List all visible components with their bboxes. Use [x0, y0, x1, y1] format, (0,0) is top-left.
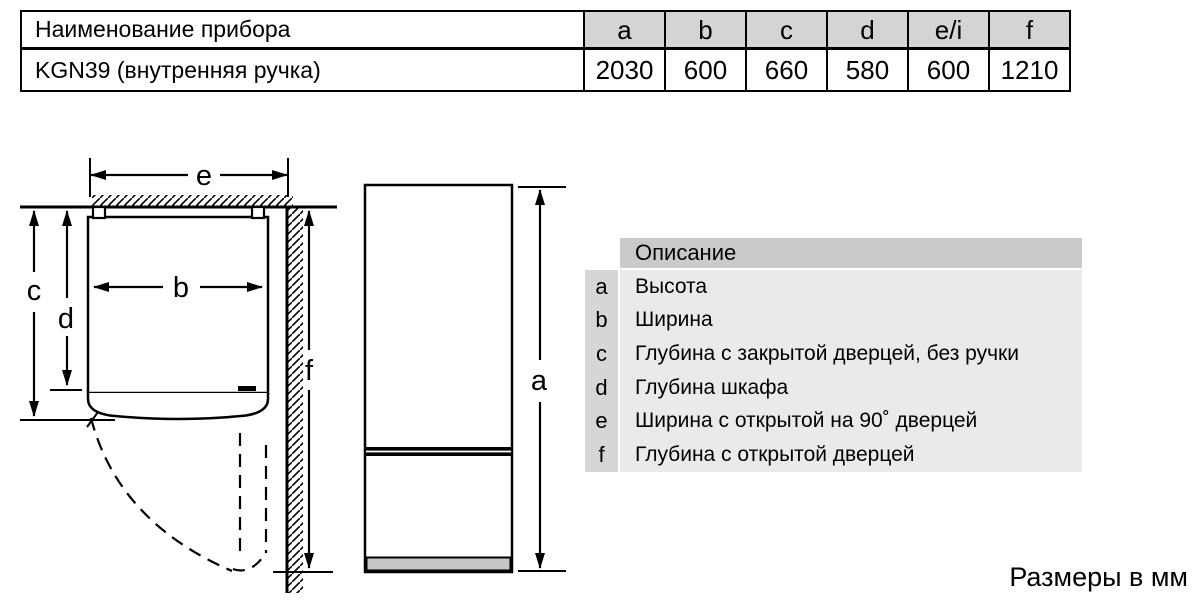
door-swing-arc [91, 418, 232, 571]
legend-key-d: d [585, 371, 618, 405]
legend-desc-d: Глубина шкафа [620, 371, 1082, 405]
door-handle-mark [238, 386, 256, 391]
technical-drawing [20, 150, 580, 600]
fridge-frontview-body [365, 185, 512, 572]
dimensions-table [20, 10, 1071, 92]
table-model-name: KGN39 (внутренняя ручка) [35, 56, 321, 83]
legend-desc-f: Глубина с открытой дверцей [620, 438, 1082, 472]
table-value-d: 580 [826, 50, 907, 90]
fridge-topview-door [88, 393, 268, 419]
plinth-strip [367, 558, 511, 571]
open-door-front-edge [233, 557, 263, 571]
hinge-left [93, 207, 105, 218]
table-header-d: d [826, 12, 907, 50]
legend-desc-c: Глубина с закрытой дверцей, без ручки [620, 337, 1082, 371]
table-value-f: 1210 [988, 50, 1069, 90]
legend-key-f: f [585, 438, 618, 472]
table-header-ei: e/i [907, 12, 988, 50]
table-header-b: b [664, 12, 745, 50]
wall-hatch-top [92, 195, 293, 207]
hinge-right [252, 207, 264, 218]
wall-hatch-right [287, 207, 303, 593]
table-header-name: Наименование прибора [22, 12, 583, 50]
dim-label-f: f [304, 355, 314, 387]
dim-label-d: d [57, 303, 75, 335]
table-header-f: f [988, 12, 1069, 50]
dim-label-b: b [172, 272, 190, 304]
legend-key-a: a [585, 270, 618, 304]
table-header-c: c [745, 12, 826, 50]
fridge-topview-cabinet [88, 217, 268, 393]
table-value-c: 660 [745, 50, 826, 90]
legend-desc-a: Высота [620, 270, 1082, 304]
dim-label-c: c [26, 275, 42, 307]
dim-label-e: e [195, 160, 213, 192]
table-value-ei: 600 [907, 50, 988, 90]
table-value-b: 600 [664, 50, 745, 90]
dim-label-a: a [530, 365, 548, 397]
units-note: Размеры в мм [1009, 562, 1188, 592]
legend-desc-b: Ширина [620, 304, 1082, 338]
legend-key-b: b [585, 304, 618, 338]
legend-key-c: c [585, 337, 618, 371]
legend-desc-e: Ширина с открытой на 90˚ дверцей [620, 404, 1082, 438]
legend [585, 270, 1082, 472]
legend-key-e: e [585, 404, 618, 438]
legend-header: Описание [620, 238, 1082, 268]
table-value-a: 2030 [583, 50, 664, 90]
table-header-a: a [583, 12, 664, 50]
